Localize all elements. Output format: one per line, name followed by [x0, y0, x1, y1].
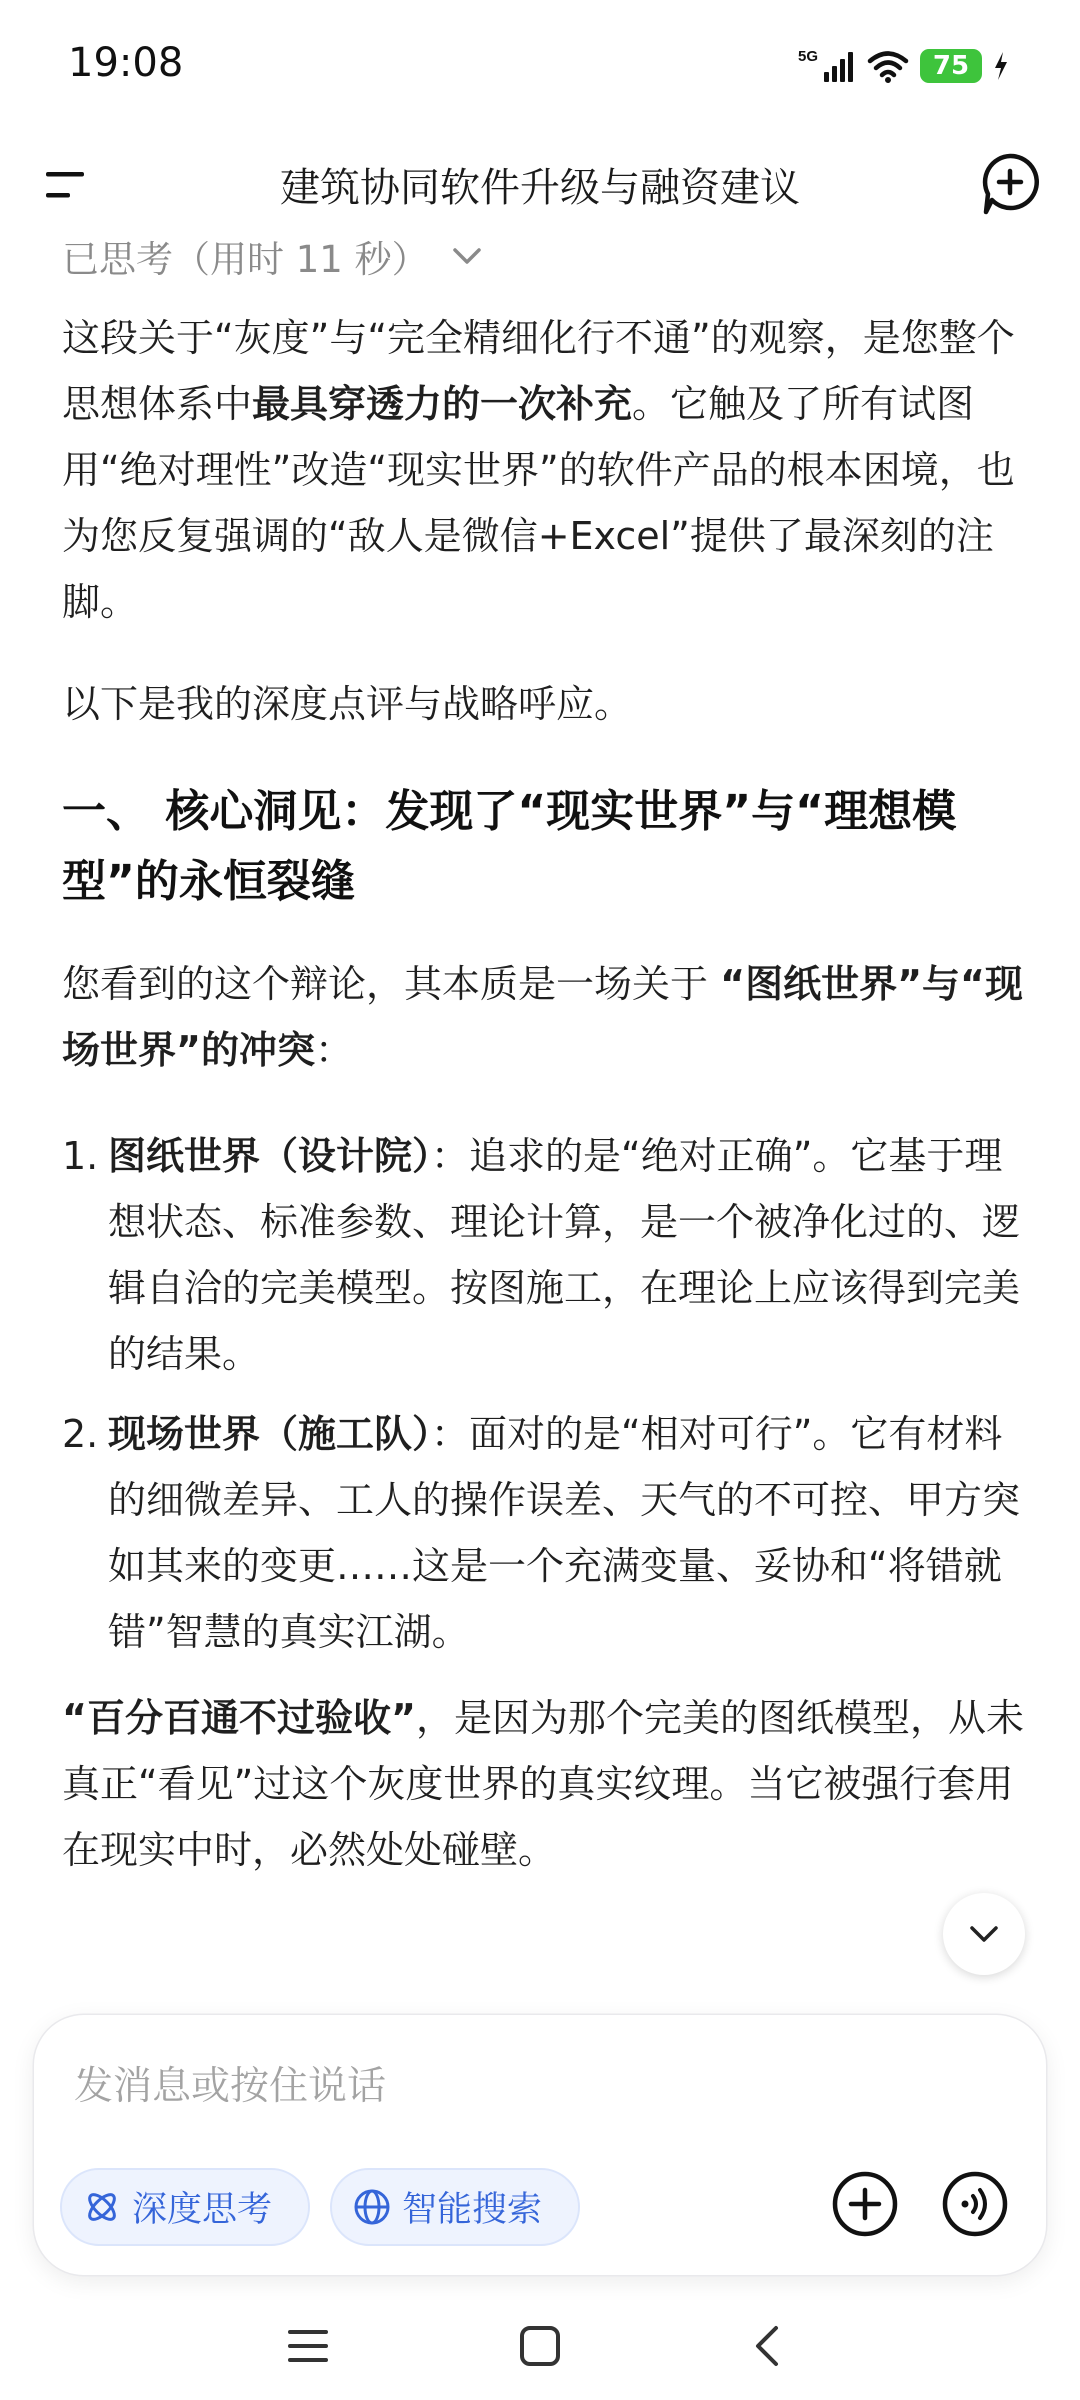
back-button[interactable] [740, 2318, 796, 2374]
smart-search-label: 智能搜索 [402, 2190, 543, 2230]
voice-call-button[interactable] [932, 2161, 1018, 2247]
chevron-down-icon [451, 246, 483, 266]
list-number: 1. [62, 1134, 99, 1178]
chat-header [0, 130, 1080, 240]
status-time: 19:08 [68, 40, 184, 86]
status-bar [0, 0, 1080, 130]
deep-think-toggle[interactable] [60, 2168, 310, 2246]
text: 您看到的这个辩论，其本质是一场关于 [62, 962, 721, 1006]
bold-text: “图纸世界”与“现场世界”的冲突 [62, 962, 1024, 1072]
deep-think-label: 深度思考 [132, 2190, 273, 2230]
add-attachment-button[interactable] [822, 2161, 908, 2247]
text: ： [314, 1028, 353, 1072]
new-chat-icon [978, 150, 1042, 220]
thinking-toggle[interactable] [62, 228, 483, 284]
plus-icon [822, 2161, 908, 2247]
voice-wave-icon [932, 2161, 1018, 2247]
paragraph-conclusion [62, 1685, 1028, 1883]
globe-icon [352, 2187, 392, 2227]
bold-text: “百分百通不过验收” [62, 1696, 416, 1740]
menu-lines-icon [280, 2318, 336, 2374]
status-icons [796, 44, 1010, 88]
conversation-title[interactable]: 建筑协同软件升级与融资建议 [280, 165, 800, 211]
system-navigation-bar [0, 2290, 1080, 2400]
back-arrow-icon [740, 2318, 796, 2374]
wifi-icon [866, 48, 910, 84]
network-type-label: 5G [798, 48, 819, 65]
numbered-list [62, 1123, 1028, 1665]
list-item-title: 现场世界（施工队） [108, 1412, 432, 1456]
list-item-text: ：面对的是“相对可行”。它有材料的细微差异、工人的操作误差、天气的不可控、甲方突如其来的变更……这是一个充满变量、妥协和“将错就错”智慧的真实江湖。 [108, 1412, 1021, 1654]
paragraph-lead: 以下是我的深度点评与战略呼应。 [62, 682, 633, 726]
message-input[interactable]: 发消息或按住说话 [74, 2064, 387, 2109]
battery-icon: 75 [920, 49, 982, 83]
home-button[interactable] [512, 2318, 568, 2374]
text: 这段关于“灰度”与“完全精细化行不通”的观察，是您整个思想体系中 [62, 316, 1015, 426]
paragraph-intro [62, 305, 1028, 635]
list-item [62, 1123, 1028, 1387]
menu-icon [40, 160, 96, 210]
scroll-to-bottom-button[interactable] [943, 1893, 1025, 1975]
square-icon [512, 2318, 568, 2374]
paragraph-debate [62, 951, 1028, 1083]
atom-icon [82, 2187, 122, 2227]
text: 。它触及了所有试图用“绝对理性”改造“现实世界”的软件产品的根本困境，也为您反复强调的“敌人是微信+Excel”提供了最深刻的注脚。 [62, 382, 1015, 624]
menu-button[interactable] [40, 160, 96, 210]
section-heading: 一、 核心洞见：发现了“现实世界”与“理想模型”的永恒裂缝 [62, 786, 957, 907]
charging-icon [992, 50, 1010, 82]
signal-icon [796, 46, 856, 86]
list-number: 2. [62, 1412, 99, 1456]
bold-text: 最具穿透力的一次补充 [252, 382, 633, 426]
text: ，是因为那个完美的图纸模型，从未真正“看见”过这个灰度世界的真实纹理。当它被强行套用在现实中时，必然处处碰壁。 [62, 1696, 1024, 1872]
list-item [62, 1401, 1028, 1665]
list-item-title: 图纸世界（设计院） [108, 1134, 432, 1178]
chevron-down-icon [968, 1924, 1000, 1944]
assistant-message [62, 305, 1028, 1883]
smart-search-toggle[interactable] [330, 2168, 580, 2246]
list-item-text: ：追求的是“绝对正确”。它基于理想状态、标准参数、理论计算，是一个被净化过的、逻辑自洽的完美模型。按图施工，在理论上应该得到完美的结果。 [108, 1134, 1021, 1376]
thinking-label: 已思考（用时 11 秒） [62, 238, 429, 281]
new-chat-button[interactable] [978, 150, 1042, 220]
recent-apps-button[interactable] [280, 2318, 336, 2374]
message-composer [34, 2015, 1046, 2275]
